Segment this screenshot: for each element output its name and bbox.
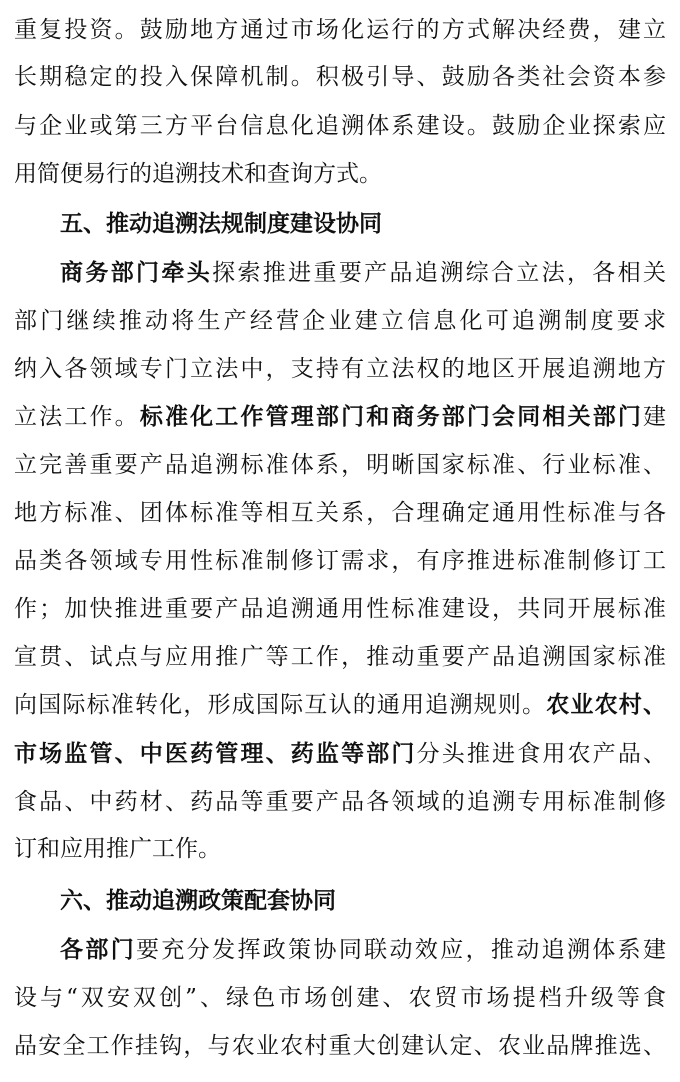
- paragraph-line: 立完善重要产品追溯标准体系，明晰国家标准、行业标准、: [14, 452, 666, 478]
- paragraph-line: 品类各领域专用性标准制修订需求，有序推进标准制修订工: [14, 548, 666, 574]
- paragraph-line: 与企业或第三方平台信息化追溯体系建设。鼓励企业探索应: [14, 113, 666, 139]
- section-6-heading: 六、推动追溯政策配套协同: [60, 888, 336, 914]
- responsible-department: 标准化工作管理部门和商务部门会同相关部门: [139, 404, 644, 430]
- paragraph-line: 地方标准、团体标准等相互关系，合理确定通用性标准与各: [14, 500, 666, 526]
- paragraph-line: 长期稳定的投入保障机制。积极引导、鼓励各类社会资本参: [14, 64, 666, 90]
- paragraph-line: 纳入各领域专门立法中，支持有立法权的地区开展追溯地方: [14, 356, 666, 382]
- section-5-heading: 五、推动追溯法规制度建设协同: [60, 211, 382, 237]
- paragraph-line: 立法工作。标准化工作管理部门和商务部门会同相关部门建: [14, 404, 667, 430]
- responsible-department: 农业农村、: [546, 692, 667, 718]
- paragraph-line: 宣贯、试点与应用推广等工作，推动重要产品追溯国家标准: [14, 644, 666, 670]
- paragraph-line: 作；加快推进重要产品追溯通用性标准建设，共同开展标准: [14, 596, 666, 622]
- responsible-department: 各部门: [60, 937, 137, 963]
- paragraph-line: 重复投资。鼓励地方通过市场化运行的方式解决经费，建立: [14, 17, 666, 43]
- paragraph-line: 品安全工作挂钩，与农业农村重大创建认定、农业品牌推选、: [14, 1033, 666, 1059]
- paragraph-line: 部门继续推动将生产经营企业建立信息化可追溯制度要求: [14, 308, 666, 334]
- paragraph-line: 设与“双安双创”、绿色市场创建、农贸市场提档升级等食: [14, 985, 666, 1011]
- paragraph-line: 用简便易行的追溯技术和查询方式。: [14, 161, 382, 187]
- paragraph-line: 订和应用推广工作。: [14, 836, 221, 862]
- responsible-department: 市场监管、中医药管理、药监等部门: [14, 741, 417, 767]
- paragraph-line: 商务部门牵头探索推进重要产品追溯综合立法，各相关: [60, 260, 667, 286]
- paragraph-line: 食品、中药材、药品等重要产品各领域的追溯专用标准制修: [14, 789, 666, 815]
- paragraph-line: 向国际标准转化，形成国际互认的通用追溯规则。农业农村、: [14, 692, 667, 718]
- paragraph-line: 各部门要充分发挥政策协同联动效应，推动追溯体系建: [60, 937, 667, 963]
- paragraph-line: 市场监管、中医药管理、药监等部门分头推进食用农产品、: [14, 741, 667, 767]
- responsible-department: 商务部门牵头: [60, 260, 213, 286]
